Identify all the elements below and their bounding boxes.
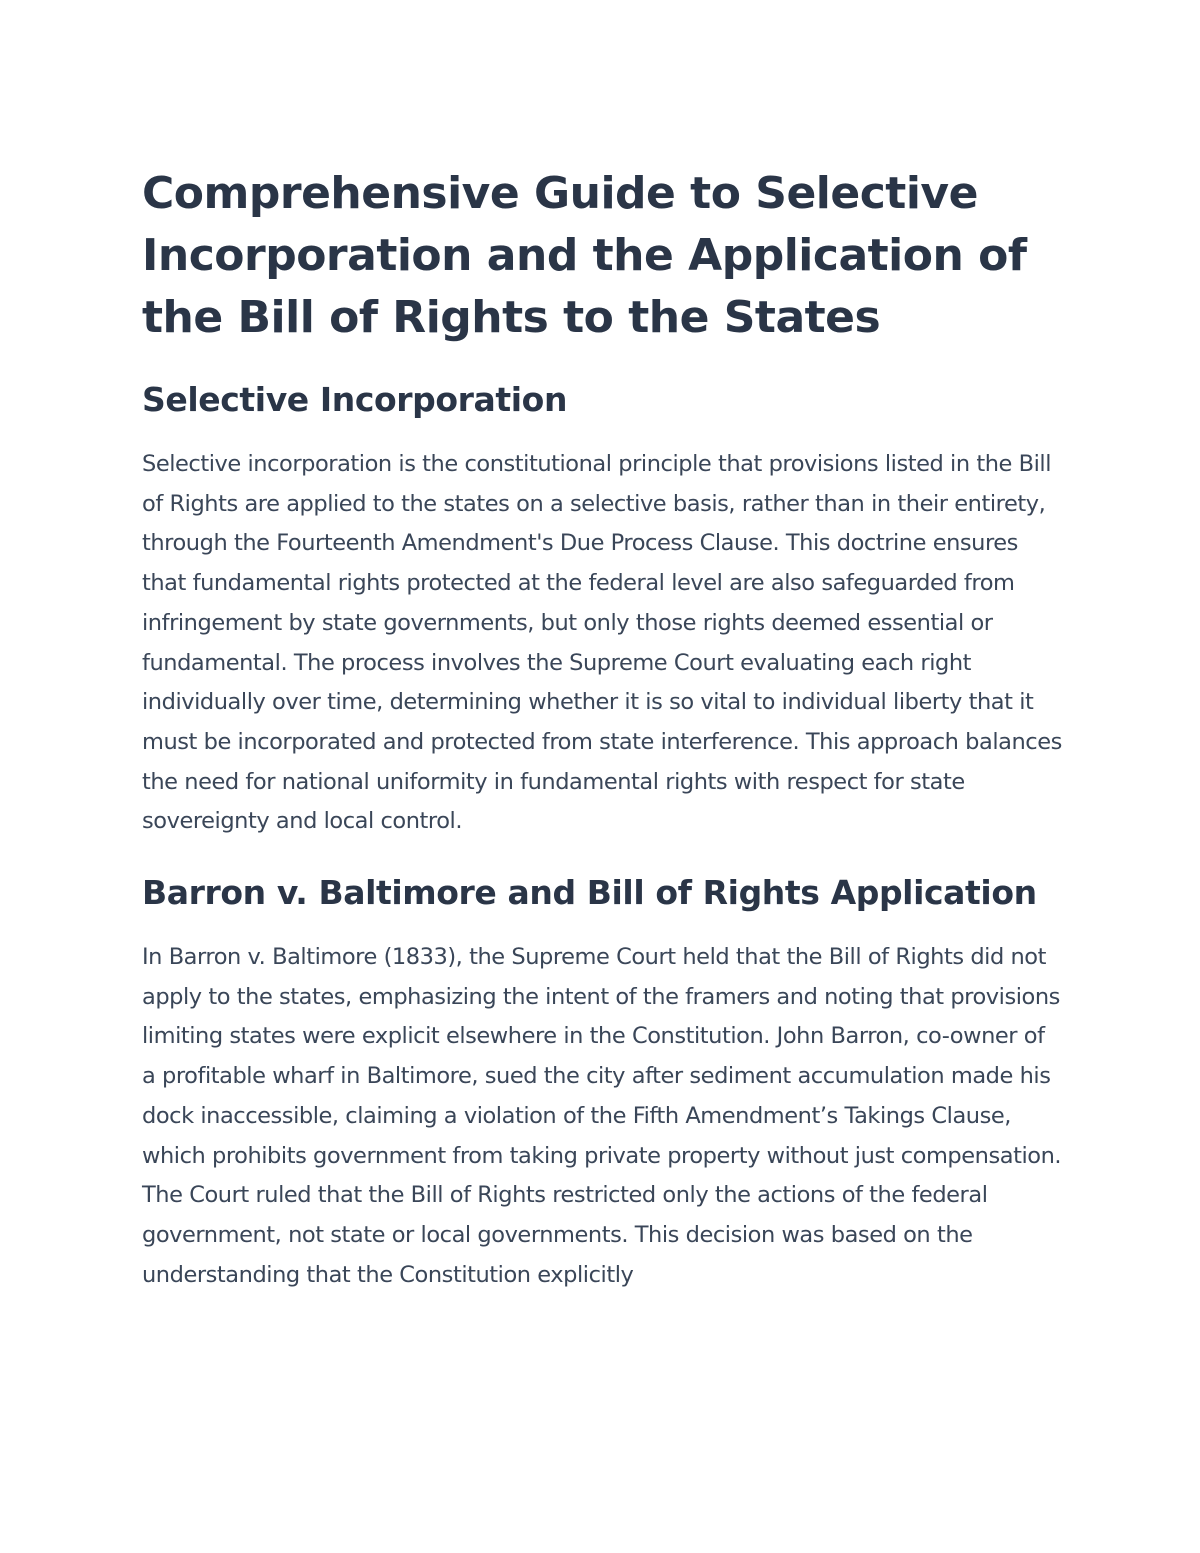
section-paragraph-barron-v-baltimore: In Barron v. Baltimore (1833), the Supreme Court held that the Bill of Rights did not apply to the states, emphasizing the intent of the framers and noting that provisions limiting states were explicit elsewhere in the Constitution. John Barron, co-owner of a profitable wharf in Baltimore, sued the city after sediment accumulation made his dock inaccessible, claiming a violation of the Fifth Amendment’s Takings Clause, which prohibits government from taking private property without just compensation. The Court ruled that the Bill of Rights restricted only the actions of the federal government, not state or local governments. This decision was based on the understanding that the Constitution explicitly <box>142 944 1062 1288</box>
section-paragraph-selective-incorporation: Selective incorporation is the constitutional principle that provisions listed in the Bill of Rights are applied to the states on a selective basis, rather than in their entirety, through the Fourteenth Amendment's Due Process Clause. This doctrine ensures that fundamental rights protected at the federal level are also safeguarded from infringement by state governments, but only those rights deemed essential or fundamental. The process involves the Supreme Court evaluating each right individually over time, determining whether it is so vital to individual liberty that it must be incorporated and protected from state interference. This approach balances the need for national uniformity in fundamental rights with respect for state sovereignty and local control. <box>142 451 1062 835</box>
section-heading-barron-v-baltimore: Barron v. Baltimore and Bill of Rights Application <box>142 873 1037 913</box>
section-heading-selective-incorporation: Selective Incorporation <box>142 380 568 419</box>
document-page <box>142 163 1062 1323</box>
document-title: Comprehensive Guide to Selective Incorporation and the Application of the Bill of Rights to the States <box>142 168 1027 343</box>
